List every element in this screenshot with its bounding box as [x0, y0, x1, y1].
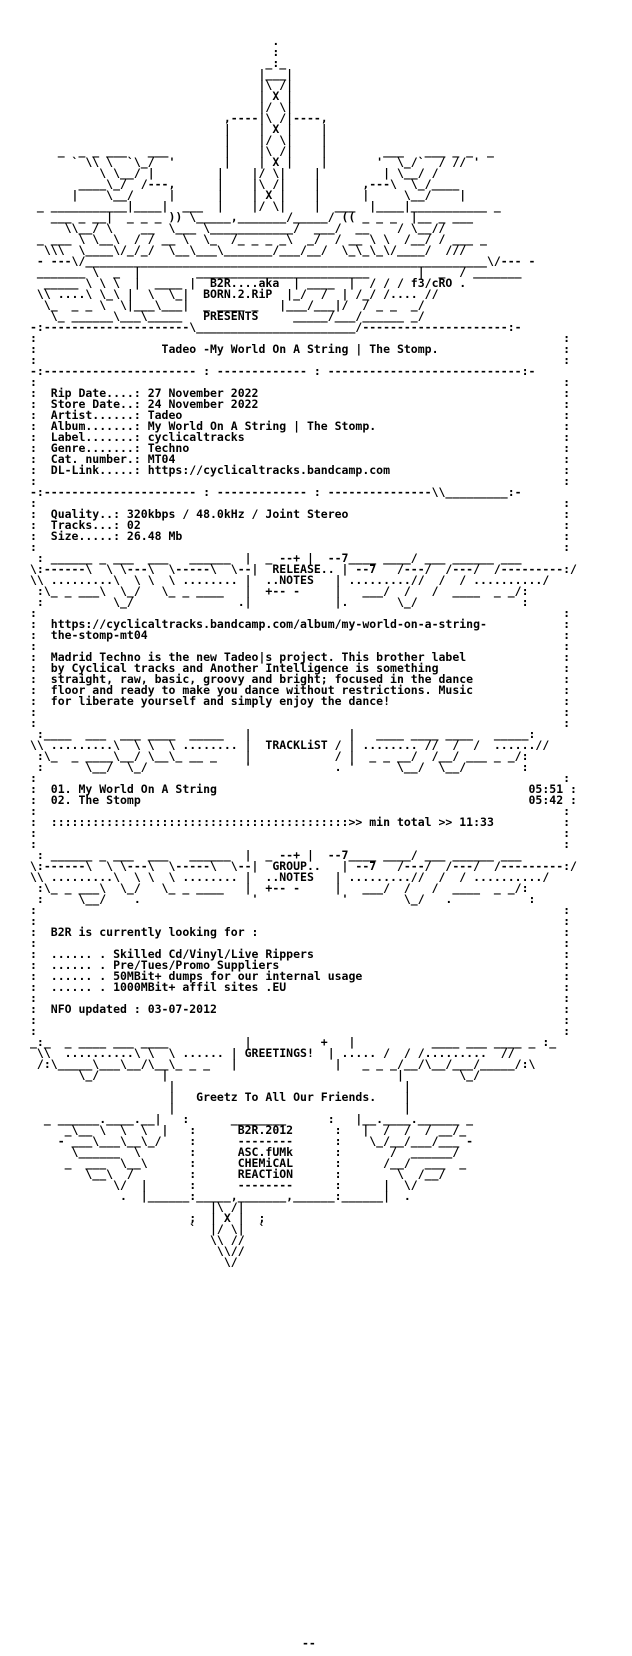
nfo-document: . : _:_ |___| |\ /| | X | |/ \| ,----|\ /|----, | | X | | | |/ \| | _ _ _ ___ ___ | |\ /| | ___ ___ _ _ _ ` \\ \ `\_/ ' | | X | | ' \_/` / // ' \ \__/ | | |/ \| | | \__/ / ____\_/ /---, | |\ /| | ,---\ \_/____ | \__/ | | | X | | | \__/ | _ ___________|____| ___ | |/ \| | ___ |____|___________ _ ___ _ __| _ _ _ )) \_____,_______/_____/ (( _ _ _ |__ _ ___ \\__/ \ __ \___ \____________/ ___/ __ / \__// _ ___ \ \__\ / / __ \ \_ /_ _ _ _\ _/ / __ \ \ /__/ / ___ _ \\\ \____\/_/_/ \__\___\_______/___/__/ \_\_\_\/____/ /// - ---\/__________________________________________________________\/--- - _______ \ _ | _________________________ | _ / _______ _____ \ \ \ | ____ | B2R....aka | ____ | / / / f3/cRO . \\ ....\ \_\ | \ \_| BORN.2.RiP |_/ / | /_/ /.... // \_ _ _ \ \|___\___| _ ____ _ |___/___|/ / _ _ _/ \_ ______\___\_____ PRESENTS _____/___/______ _/ -:---------------------\_______________________/---------------------:- : : : Tadeo -My World On A String | The Stomp. : : : -:---------------------- : ------------- : ----------------------------:- : : : Rip Date....: 27 November 2022 : : Store Date..: 24 November 2022 : : Artist......: Tadeo : : Album.......: My World On A String | The Stomp. : : Label.......: cyclicaltracks : : Genre.......: Techno : : Cat. number.: MT04 : : DL-Link.....: https://cyclicaltracks.bandcamp.com : : : -:---------------------- : ------------- : ---------------\\_________:- : : : Quality..: 320kbps / 48.0kHz / Joint Stereo : : Tracks...: 02 : : Size.....: 26.48 Mb : : : : ______ _ ___ ___ ______ | _ --+ | --7____ ____/ ___ ______ ___ \:------\ \ \---\ \-----\ \--| RELEASE.. | --7 /---/ /---/ /---------:/ \\ .........\ \ \ \ ........ | ..NOTES | .........// / / ........../ :\_ _ ___\ \_/ \_ _ ____ | +-- - | ___/ / / ____ _ _/: : \_/ .| |. \_/ : : : : https://cyclicaltracks.bandcamp.com/album/my-world-on-a-string- : : the-stomp-mt04 : : : : Madrid Techno is the new Tadeo|s project. This brother label : : by Cyclical tracks and Another Intelligence is something : : straight, raw, basic, groovy and bright; focused in the dance : : floor and ready to make you dance without restrictions. Music : : for liberate yourself and simply enjoy the dance! : : : : : :____ ___ ___ ____ _____ | | ____ ____ ____ _____: \\ .........\ \ \ \ ........ | TRACKLiST / | ........ // / / ......// :\_ _ ____\__/ \__\_ __ _ | / | _ _ __/ /__/ ___ _ _/: : \__/ \_/ ' . ' \__/ \__/ : : : : 01. My World On A String 05:51 : : 02. The Stomp 05:42 : : : : :::::::::::::::::::::::::::::::::::::::::::>> min total >> 11:33 : : : : : : ______ _ ___ ___ ______ | _ --+ | --7____ ____/ ___ ______ ___ \:------\ \ \---\ \-----\ \--| GROUP.. | --7 /---/ /---/ /---------:/ \\ .........\ \ \ \ ........ | ..NOTES | .........// / / ........../ :\_ _ ___\ \_/ \_ _ ____ | +-- - | ___/ / / ____ _ _/: : \__/ . ' ' \_/ . : : : : : : B2R is currently looking for : : : : : ...... . Skilled Cd/Vinyl/Live Rippers : : ...... . Pre/Tues/Promo Suppliers : : ...... . 50MBit+ dumps for our internal usage : : ...... . 1000MBit+ affil sites .EU : : : : NFO updated : 03-07-2012 : : : : : _:_ _ ____ ___ ____ | + | ____ ___ ____ _ :_ \\ ..........\ \ \ ...... | GREETINGS! | ..... / / /......... // /:\_____\___\__/\__\_ _ _ | | _ _ _/__/\__/___/_____/:\ \_/ | | \_/ | | | Greetz To All Our Friends. | | | _ ______.____.__| : ________ : |__.____.______ _ _\__ \ \ \ | : B2R.2012 : | / / / __/_ - ___\___\__\_/ : -------- : \_/__/___/___ - \______ \ : ASC.fUMk : / ______/ _ ___ \__\ : CHEMiCAL : /__/ ___ _ \__\ / : REACTiON : \ /__/ \/ | : -------- : | \/ . |______:_____,_______,______:______| . |\ /| ; | X | ; ` |/ \| ` \\ // \\// \/ — [30, 34, 577, 1269]
end-mark: -- — [302, 1636, 316, 1650]
